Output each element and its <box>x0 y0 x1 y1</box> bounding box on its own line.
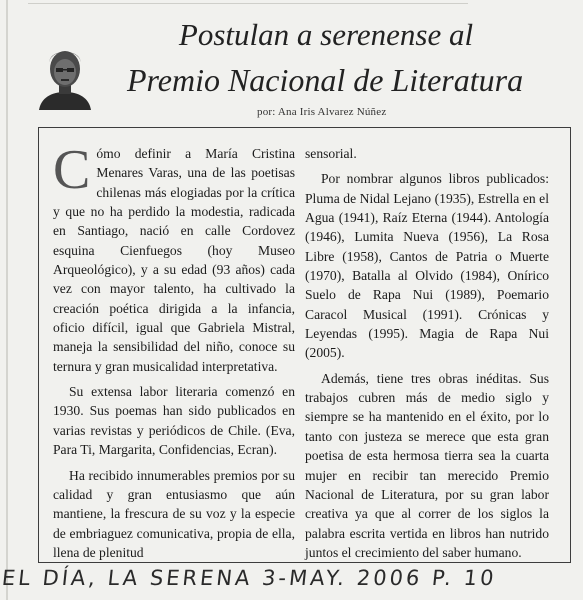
drop-cap: C <box>53 139 91 201</box>
headline-line-1: Postulan a serenense al <box>178 17 474 52</box>
article-headline <box>110 16 540 100</box>
article-paragraph: sensorial. <box>305 146 357 161</box>
paragraph-text: ómo definir a María Cristina Menares Varas, una de las poetisas chilenas más elogiadas por la crítica y que no ha perdido la modestia, radicada en Santiago, nació en calle Cordovez esquina Cienfuegos (hoy Museo Arqueológico), y a su edad (93 años) cada vez con mayor talento, ha cultivado la creación poética dirigida a la infancia, oficio difícil, igual que Gabriela Mistral, maneja la sensibilidad del niño, conoce su ternura y gran musicalidad interpretativa. <box>53 146 295 374</box>
handwritten-source-note: EL DÍA, LA SERENA 3-MAY. 2006 P. 10 <box>0 566 498 590</box>
article-paragraph: Por nombrar algunos libros publicados: Pluma de Nidal Lejano (1935), Estrella en el Agua (1941), Raíz Eterna (1944). Antología (1946), Lumita Nueva (1956), La Rosa Libre (1958), Cantos de Patria o Muerte (1970), Batalla al Olvido (1984), Onírico Suelo de Rapa Nui (1989), Poemario Caracol Musical (1991). Crónicas y Leyendas (1995). Magia de Rapa Nui (2005). <box>305 171 549 361</box>
author-portrait <box>33 38 97 110</box>
headline-line-2: Premio Nacional de Literatura <box>126 62 524 98</box>
article-paragraph: Ha recibido innumerables premios por su calidad y gran entusiasmo que aún mantiene, la frescura de su voz y la especie de embriaguez comunicativa, propia de ella, llena de plenitud <box>53 467 295 560</box>
article-paragraph <box>53 139 295 376</box>
article-box <box>38 127 571 563</box>
portrait-icon <box>33 38 97 110</box>
article-column-left <box>53 139 295 568</box>
byline: por: Ana Iris Alvarez Núñez <box>257 106 387 118</box>
article-column-right <box>305 144 549 568</box>
article-paragraph: Su extensa labor literaria comenzó en 1930. Sus poemas han sido publicados en varias revistas y periódicos de Chile. (Eva, Para Ti, Margarita, Confidencias, Ecran). <box>53 384 295 458</box>
article-paragraph: Además, tiene tres obras inéditas. Sus trabajos cubren más de medio siglo y siempre se ha mantenido en el éxito, por lo tanto con justeza se merece que esta gran poetisa de esta hermosa tierra sea la cuarta mujer en recibir tan merecido Premio Nacional de Literatura, por su gran labor creativa ya que al correr de los siglos la palabra escrita vertida en libros han nutrido juntos el crecimiento del saber humano. <box>305 370 549 560</box>
clipping-edge <box>28 3 468 4</box>
clipping-edge <box>6 0 8 600</box>
